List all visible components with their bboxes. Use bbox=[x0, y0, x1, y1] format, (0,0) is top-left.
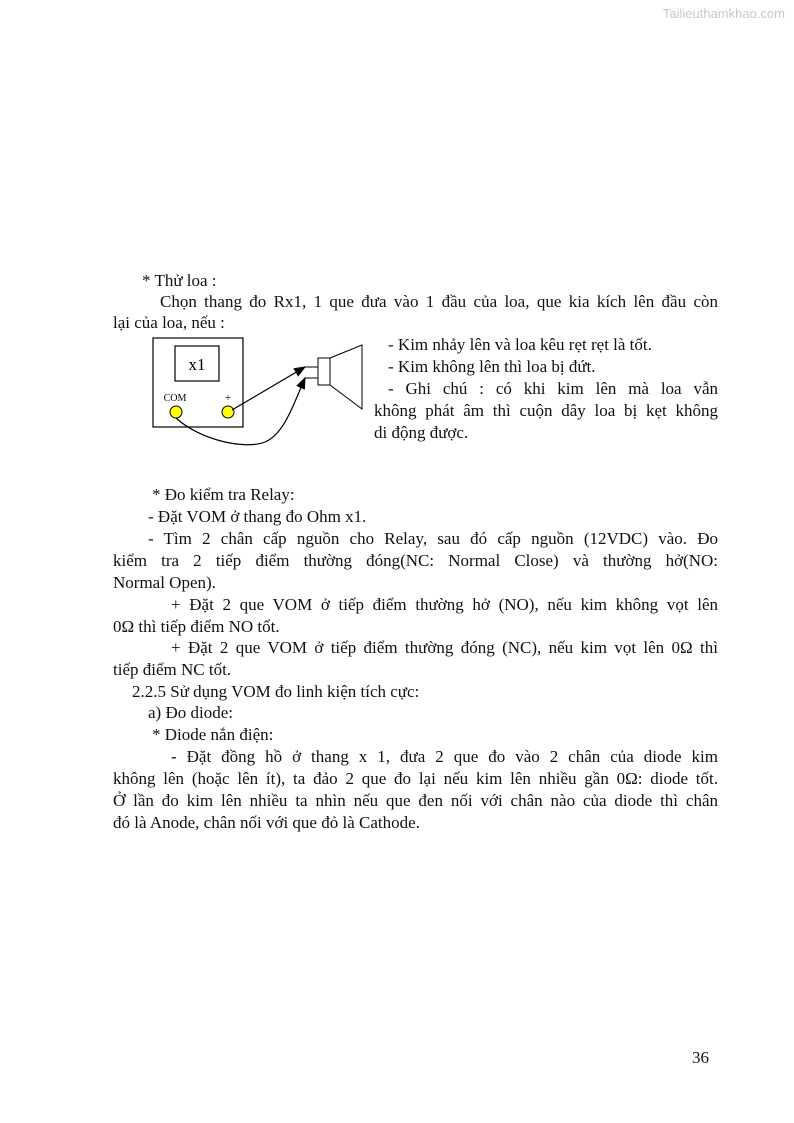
speaker-intro: Chọn thang đo Rx1, 1 que đưa vào 1 đầu của loa, que kia kích lên đầu còn bbox=[160, 292, 718, 311]
speaker-magnet bbox=[318, 358, 330, 385]
scale-label: x1 bbox=[188, 355, 206, 374]
relay-step-3: + Đặt 2 que VOM ở tiếp điểm thường hở (NO), nếu kim không vọt lên bbox=[171, 595, 718, 614]
probe-wire-com bbox=[176, 378, 305, 445]
speaker-cone bbox=[330, 345, 362, 409]
relay-step-2: - Tìm 2 chân cấp nguồn cho Relay, sau đó cấp nguồn (12VDC) vào. Đo bbox=[148, 529, 718, 548]
section-heading: 2.2.5 Sử dụng VOM đo linh kiện tích cực: bbox=[132, 682, 420, 701]
page-number: 36 bbox=[692, 1048, 709, 1067]
relay-heading: * Đo kiểm tra Relay: bbox=[152, 485, 295, 504]
relay-step-1: - Đặt VOM ở thang đo Ohm x1. bbox=[148, 507, 367, 526]
plus-jack bbox=[222, 406, 234, 418]
speaker-heading: * Thử loa : bbox=[142, 271, 217, 290]
com-jack bbox=[170, 406, 182, 418]
diode-heading: * Diode nắn điện: bbox=[152, 725, 274, 744]
speaker-note-end: di động được. bbox=[374, 423, 469, 442]
diode-para: - Đặt đồng hồ ở thang x 1, đưa 2 que đo vào 2 chân của diode kim bbox=[171, 747, 718, 766]
relay-step-4-cont: tiếp điểm NC tốt. bbox=[113, 660, 232, 679]
relay-step-3-cont: 0Ω thì tiếp điểm NO tốt. bbox=[113, 617, 280, 636]
subsection-heading: a) Đo diode: bbox=[148, 703, 233, 722]
com-label: COM bbox=[163, 393, 187, 404]
speaker-note: - Ghi chú : có khi kim lên mà loa vẫn bbox=[388, 379, 718, 398]
speaker-note-cont: không phát âm thì cuộn dây loa bị kẹt không bbox=[374, 401, 718, 420]
speaker-intro-cont: lại của loa, nếu : bbox=[113, 313, 225, 332]
diode-para-3: Ở lần đo kim lên nhiều ta nhìn nếu que đen nối với chân nào của diode thì chân bbox=[113, 791, 718, 810]
plus-label: + bbox=[224, 392, 232, 404]
relay-step-4: + Đặt 2 que VOM ở tiếp điểm thường đóng (NC), nếu kim vọt lên 0Ω thì bbox=[171, 638, 718, 657]
relay-step-2-cont: kiểm tra 2 tiếp điểm thường đóng(NC: Normal Close) và thường hở(NO: bbox=[113, 551, 718, 570]
diode-para-2: không lên (hoặc lên ít), ta đảo 2 que đo lại nếu kim lên nhiều gần 0Ω: diode tốt. bbox=[113, 769, 718, 788]
relay-step-2-end: Normal Open). bbox=[113, 573, 216, 592]
speaker-result-good: - Kim nhảy lên và loa kêu rẹt rẹt là tốt. bbox=[388, 335, 652, 354]
diode-para-4: đó là Anode, chân nối với que đỏ là Cathode. bbox=[113, 813, 420, 832]
watermark: Tailieuthamkhao.com bbox=[662, 6, 785, 21]
speaker-result-broken: - Kim không lên thì loa bị đứt. bbox=[388, 357, 596, 376]
